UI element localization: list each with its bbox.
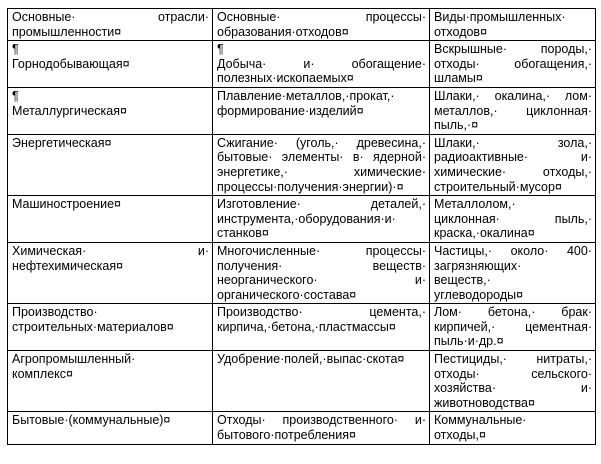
- cell-text-line: комплекс¤: [12, 366, 73, 381]
- industry-cell: [8, 242, 213, 303]
- cell-text-line: получения· веществ·: [217, 258, 426, 273]
- cell-text-line: Металлолом,·: [434, 197, 516, 212]
- cell-text-line: Основные· отрасли·: [12, 10, 209, 24]
- cell-text-line: Коммунальные·: [434, 413, 527, 428]
- cell-text-line: ¶: [12, 88, 19, 103]
- cell-text-line: Вскрышные· породы,·: [434, 42, 592, 57]
- industry-cell: [8, 304, 213, 351]
- cell-text-line: энергетике,· химические·: [217, 164, 426, 179]
- process-cell: [213, 351, 430, 412]
- waste-type-cell: [430, 41, 596, 88]
- cell-text-line: Добыча· и· обогащение·: [217, 56, 426, 71]
- waste-type-cell: [430, 351, 596, 412]
- industry-cell: [8, 41, 213, 88]
- cell-text-line: Частицы,· около· 400·: [434, 243, 592, 258]
- process-cell: [213, 87, 430, 134]
- table-row-construction: [8, 304, 596, 351]
- cell-text-line: станков¤: [217, 226, 269, 241]
- cell-text-line: Изготовление· деталей,·: [217, 197, 426, 212]
- table-row-chemical: [8, 242, 596, 303]
- cell-text-line: инструмента,·оборудования·и·: [217, 211, 396, 226]
- cell-text-line: Металлургическая¤: [12, 103, 127, 118]
- cell-text-line: Химическая· и·: [12, 243, 209, 258]
- waste-type-cell: [430, 196, 596, 243]
- table-row-mining: [8, 41, 596, 88]
- industry-cell: [8, 351, 213, 412]
- cell-text-line: неорганического· и·: [217, 273, 426, 288]
- process-cell: [213, 242, 430, 303]
- cell-text-line: Горнодобывающая¤: [12, 56, 130, 71]
- process-cell: [213, 196, 430, 243]
- cell-text-line: пыль·и·др.¤: [434, 334, 504, 349]
- cell-text-line: формирование·изделий¤: [217, 103, 364, 118]
- cell-text-line: Производство· цемента,·: [217, 305, 426, 320]
- cell-text-line: органического·состава¤: [217, 287, 357, 302]
- table-row-energy: [8, 134, 596, 195]
- cell-text-line: Агропромышленный·: [12, 352, 136, 367]
- waste-type-cell: [430, 134, 596, 195]
- cell-text-line: кирпича,·бетона,·пластмассы¤: [217, 319, 396, 334]
- cell-text-line: шламы¤: [434, 71, 483, 86]
- process-cell: [213, 304, 430, 351]
- cell-text-line: кирпичей,· цементная·: [434, 319, 592, 334]
- cell-text-line: Бытовые·(коммунальные)¤: [12, 413, 171, 428]
- table-row-agro: [8, 351, 596, 412]
- cell-text-line: Производство·: [12, 305, 98, 320]
- cell-text-line: Пестициды,· нитраты,·: [434, 352, 592, 367]
- cell-text-line: циклонная· пыль,·: [434, 211, 592, 226]
- cell-text-line: нефтехимическая¤: [12, 258, 124, 273]
- cell-text-line: Сжигание· (уголь,· древесина,·: [217, 135, 426, 150]
- cell-text-line: отходы,¤: [434, 428, 486, 443]
- cell-text-line: Виды·промышленных·: [434, 10, 566, 24]
- process-cell: [213, 412, 430, 444]
- waste-type-cell: [430, 412, 596, 444]
- industry-waste-table: [7, 8, 596, 445]
- industry-cell: [8, 87, 213, 134]
- cell-text-line: Шлаки,· зола,·: [434, 135, 592, 150]
- waste-type-cell: [430, 304, 596, 351]
- cell-text-line: бытового·потребления¤: [217, 428, 356, 443]
- cell-text-line: Многочисленные· процессы·: [217, 243, 426, 258]
- cell-text-line: образования·отходов¤: [217, 24, 349, 39]
- waste-type-cell: [430, 242, 596, 303]
- cell-text-line: пыль,·¤: [434, 118, 479, 133]
- cell-text-line: углеводороды¤: [434, 287, 524, 302]
- cell-text-line: Удобрение·полей,·выпас·скота¤: [217, 352, 405, 367]
- cell-text-line: строительный·мусор¤: [434, 179, 562, 194]
- waste-type-cell: [430, 87, 596, 134]
- cell-text-line: веществ,·: [434, 273, 491, 288]
- cell-text-line: ¶: [217, 42, 224, 57]
- process-cell: [213, 134, 430, 195]
- cell-text-line: Лом· бетона,· брак·: [434, 305, 592, 320]
- cell-text-line: загрязняющих·: [434, 258, 522, 273]
- cell-text-line: отходы· сельского·: [434, 366, 592, 381]
- industry-cell: [8, 196, 213, 243]
- cell-text-line: отходов¤: [434, 24, 488, 39]
- cell-text-line: отходы· обогащения,·: [434, 56, 592, 71]
- industry-cell: [8, 412, 213, 444]
- cell-text-line: ¶: [12, 42, 19, 57]
- cell-text-line: Машиностроение¤: [12, 197, 121, 212]
- cell-text-line: радиоактивные· и·: [434, 150, 592, 165]
- cell-text-line: Плавление·металлов,·прокат,·: [217, 88, 395, 103]
- cell-text-line: металлов,· циклонная·: [434, 103, 592, 118]
- cell-text-line: Энергетическая¤: [12, 135, 112, 150]
- process-cell: [213, 41, 430, 88]
- cell-text-line: строительных·материалов¤: [12, 319, 174, 334]
- table-header-row: [8, 9, 596, 41]
- cell-text-line: Отходы· производственного· и·: [217, 413, 426, 428]
- industry-cell: [8, 134, 213, 195]
- cell-text-line: бытовые· элементы· в· ядерной·: [217, 150, 426, 165]
- header-waste-type-cell: [430, 9, 596, 41]
- cell-text-line: процессы·получения·энергии)·¤: [217, 179, 404, 194]
- cell-text-line: краска,·окалина¤: [434, 226, 535, 241]
- header-process-cell: [213, 9, 430, 41]
- table-row-machinery: [8, 196, 596, 243]
- header-industry-cell: [8, 9, 213, 41]
- table-row-metallurgy: [8, 87, 596, 134]
- cell-text-line: полезных·ископаемых¤: [217, 71, 354, 86]
- table-row-household: [8, 412, 596, 444]
- cell-text-line: животноводства¤: [434, 395, 535, 410]
- cell-text-line: хозяйства· и·: [434, 381, 592, 396]
- cell-text-line: промышленности¤: [12, 24, 122, 39]
- cell-text-line: Основные· процессы·: [217, 10, 426, 24]
- cell-text-line: Шлаки,· окалина,· лом·: [434, 88, 592, 103]
- cell-text-line: химические· отходы,·: [434, 164, 592, 179]
